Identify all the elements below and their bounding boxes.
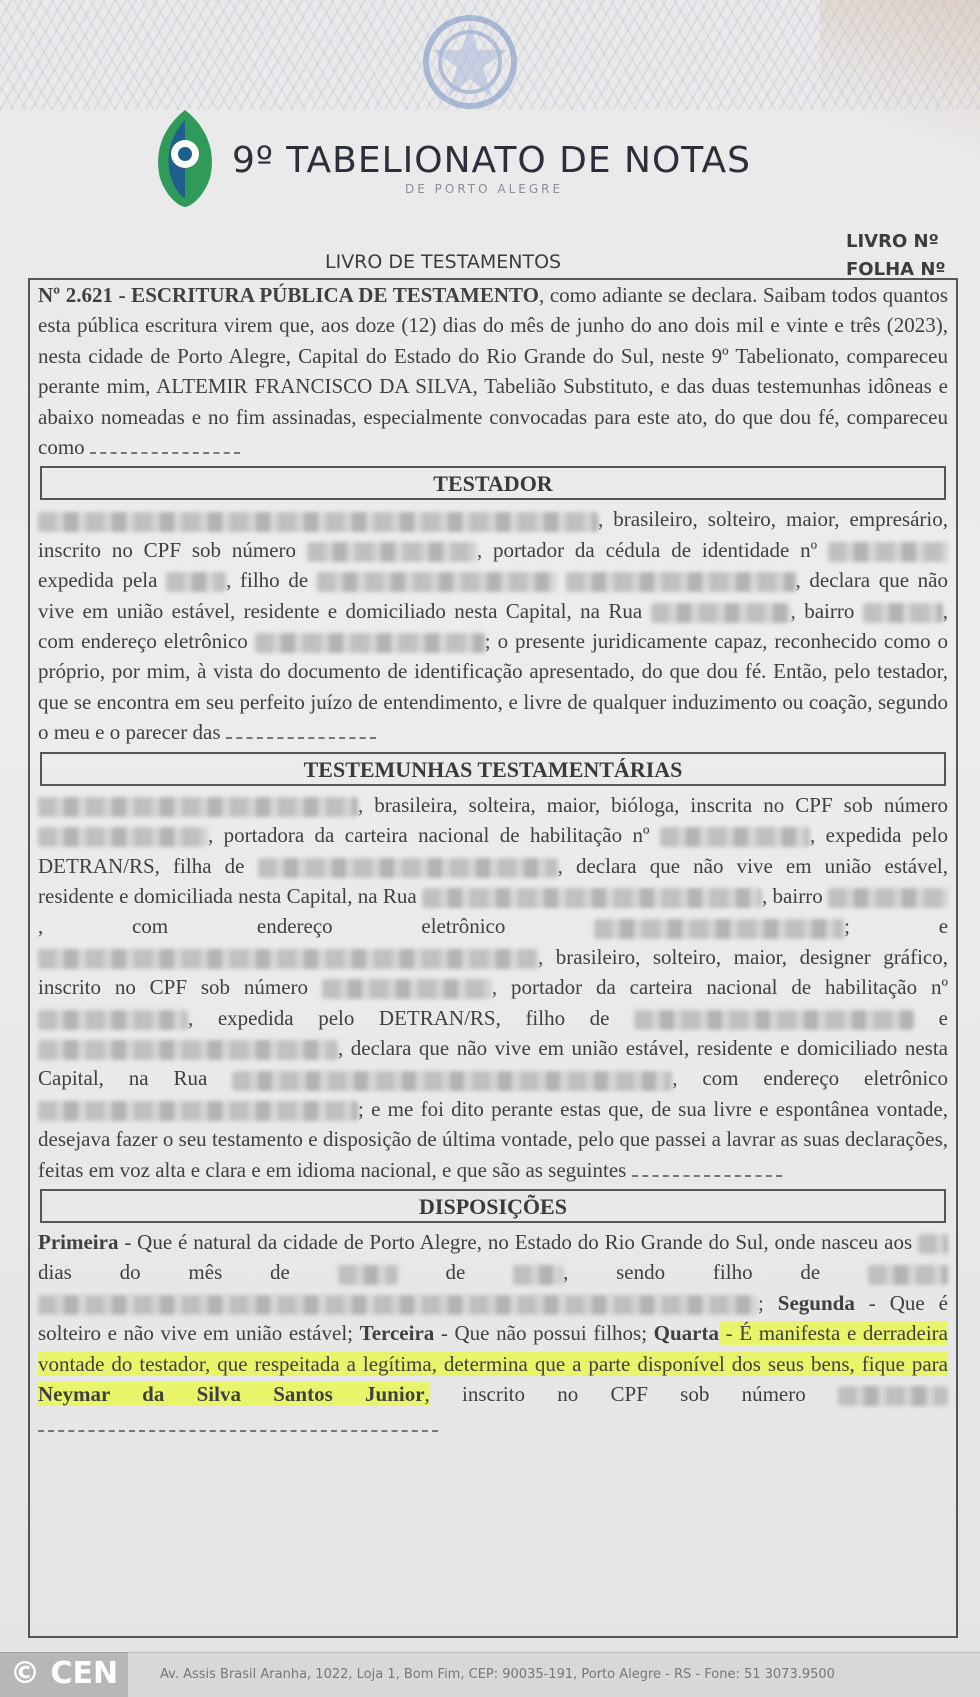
tabelionato-logo-icon [152, 108, 218, 208]
redacted-email [38, 1101, 358, 1121]
redacted-parents [634, 1010, 914, 1030]
witness-text: , com endereço eletrônico [38, 914, 506, 939]
witness-text: , brasileiro, solteiro, maior, designer gráfico, inscrito no CPF sob número [38, 944, 948, 1000]
testador-text: , portador da cédula de identidade nº [476, 537, 818, 562]
intro-text: , como adiante se declara. Saibam todos quantos esta pública escritura virem que, aos doze (12) dias do mês de junho do ano dois mil e vinte e três (2023), nesta cidade de Porto Alegre, Capital do Estado do Rio Grande do Sul, neste 9º Tabelionato, compareceu perante mim, ALTEMIR FRANCISCO DA SILVA, Tabelião Substituto, e das duas testemunhas idôneas e abaixo nomeadas e no fim assinadas, especialmente convocadas para este ato, do que dou fé, compareceu como [38, 283, 949, 460]
folha-label: FOLHA Nº [846, 259, 946, 280]
testador-text: , bairro [790, 598, 855, 623]
clause-text: - Que é natural da cidade de Porto Alegre, no Estado do Rio Grande do Sul, onde nasceu aos [118, 1229, 913, 1254]
witness-text: , portadora da carteira nacional de habilitação nº [208, 823, 650, 848]
photo-credit: © CEN [0, 1652, 128, 1697]
witness-text: e [938, 1005, 948, 1030]
redacted-address [232, 1071, 672, 1091]
testador-text: expedida pela [38, 568, 158, 593]
clause-text: dias do mês de [38, 1260, 290, 1285]
section-testador: TESTADOR [40, 466, 946, 500]
testador-paragraph [30, 504, 956, 747]
redacted-address [651, 603, 791, 623]
dash-filler [90, 444, 240, 454]
page-shadow [820, 0, 980, 170]
testador-text: ; o presente juridicamente capaz, reconhecido como o próprio, por mim, à vista do documento de identificação apresentado, do que dou fé. Então, pelo testador, que se encontra em seu perfeito juízo de entendimento, e livre de qualquer induzimento ou coação, segundo o meu e o parecer das [38, 629, 949, 745]
intro-paragraph [30, 280, 956, 462]
clause-label: Terceira [359, 1321, 435, 1346]
book-title: LIVRO DE TESTAMENTOS [325, 251, 562, 273]
clause-text: inscrito no CPF sob número [462, 1382, 806, 1406]
redacted-parents [566, 572, 796, 592]
org-name: 9º TABELIONATO DE NOTAS [232, 140, 751, 181]
redacted-cpf [38, 827, 208, 847]
redacted-name [38, 512, 598, 532]
clause-text: - Que é solteiro e não vive em união estável; [38, 1290, 948, 1346]
deed-heading: Nº 2.621 - ESCRITURA PÚBLICA DE TESTAMENTO [38, 283, 539, 307]
section-disposicoes: DISPOSIÇÕES [40, 1189, 946, 1223]
redacted-name [38, 797, 358, 817]
witness-text: , brasileira, solteira, maior, bióloga, inscrita no CPF sob número [358, 792, 948, 817]
footer-address: Av. Assis Brasil Aranha, 1022, Loja 1, Bom Fim, CEP: 90035-191, Porto Alegre - RS - Fone: 51 3073.9500 [160, 1667, 835, 1682]
clause-text: de [445, 1260, 466, 1285]
witness-text: , com endereço eletrônico [672, 1066, 949, 1091]
dash-filler [632, 1167, 782, 1177]
testador-text: , com endereço eletrônico [38, 598, 948, 654]
livro-label: LIVRO Nº [846, 231, 939, 252]
testador-text: , declara que não vive em união estável, residente e domiciliado nesta Capital, na Rua [38, 568, 949, 623]
book-meta [846, 228, 946, 284]
clause-label: Segunda [777, 1290, 855, 1315]
redacted-year [513, 1265, 563, 1285]
redacted-address [422, 888, 762, 908]
dash-filler [38, 1422, 438, 1432]
witness-text: , declara que não vive em união estável, residente e domiciliado nesta Capital, na Rua [38, 1035, 948, 1091]
redacted-month [338, 1265, 398, 1285]
clause-label: Primeira [38, 1229, 119, 1254]
document-body [30, 280, 956, 1440]
redacted-neighborhood [828, 888, 948, 908]
witness-text: , expedida pelo DETRAN/RS, filho de [188, 1005, 610, 1030]
beneficiary-name: Neymar da Silva Santos Junior [38, 1382, 425, 1406]
redacted-cpf [838, 1386, 948, 1406]
redacted-name [38, 949, 538, 969]
redacted-email [255, 633, 485, 653]
redacted-license [660, 827, 810, 847]
section-testemunhas: TESTEMUNHAS TESTAMENTÁRIAS [40, 752, 946, 786]
redacted-day [918, 1234, 948, 1254]
redacted-parents [868, 1265, 948, 1285]
redacted-cpf [322, 979, 492, 999]
testador-text: , filho de [226, 568, 309, 593]
disposicoes-paragraph: Primeira - Que é natural da cidade de Porto Alegre, no Estado do Rio Grande do Sul, onde nasceu aos dias do mês de de , sendo filho de ; Segunda - Que é solteiro e não vive em união estável; Terceira - Que não possui filhos; Quarta - É manifesta e derradeira vontade do testador, que respeitada a legítima, determina que a parte disponível dos seus bens, fique para Neymar da Silva Santos Junior, inscrito no CPF sob número [30, 1227, 956, 1440]
witness-text: ; e me foi dito perante estas que, de sua livre e espontânea vontade, desejava fazer o seu testamento e disposição de última vontade, pelo que passei a lavrar as suas declarações, feitas em voz alta e clara e em idioma nacional, e que são as seguintes [38, 1096, 948, 1182]
redacted-parents [38, 1040, 338, 1060]
redacted-neighborhood [863, 603, 943, 623]
witness-text: ; e [844, 914, 949, 939]
dash-filler [226, 729, 376, 739]
testemunhas-paragraph [30, 790, 956, 1185]
redacted-cpf [307, 542, 477, 562]
witness-text: , declara que não vive em união estável, residente e domiciliada nesta Capital, na Rua [38, 853, 948, 908]
redacted-parents [258, 858, 558, 878]
witness-text: , bairro [762, 883, 823, 908]
national-coat-of-arms-icon [420, 12, 520, 112]
redacted-parents [38, 1295, 758, 1315]
witness-text: , portador da carteira nacional de habilitação nº [491, 975, 948, 1000]
redacted-parents [317, 572, 557, 592]
clause-text: - Que não possui filhos; [434, 1321, 648, 1346]
redacted-license [38, 1010, 188, 1030]
org-subtitle: DE PORTO ALEGRE [405, 182, 564, 196]
witness-text: , expedida pelo DETRAN/RS, filha de [38, 823, 949, 878]
document-footer [0, 1652, 980, 1697]
redacted-id [828, 542, 948, 562]
testador-text: , brasileiro, solteiro, maior, empresário, inscrito no CPF sob número [38, 507, 948, 562]
clause-text: , sendo filho de [563, 1260, 821, 1285]
redacted-issuer [166, 572, 226, 592]
redacted-email [594, 919, 844, 939]
highlighted-clause-text: - É manifesta e derradeira vontade do testador, que respeitada a legítima, determina que a parte disponível dos seus bens, fique para [38, 1321, 948, 1376]
clause-label: Quarta [653, 1321, 719, 1346]
